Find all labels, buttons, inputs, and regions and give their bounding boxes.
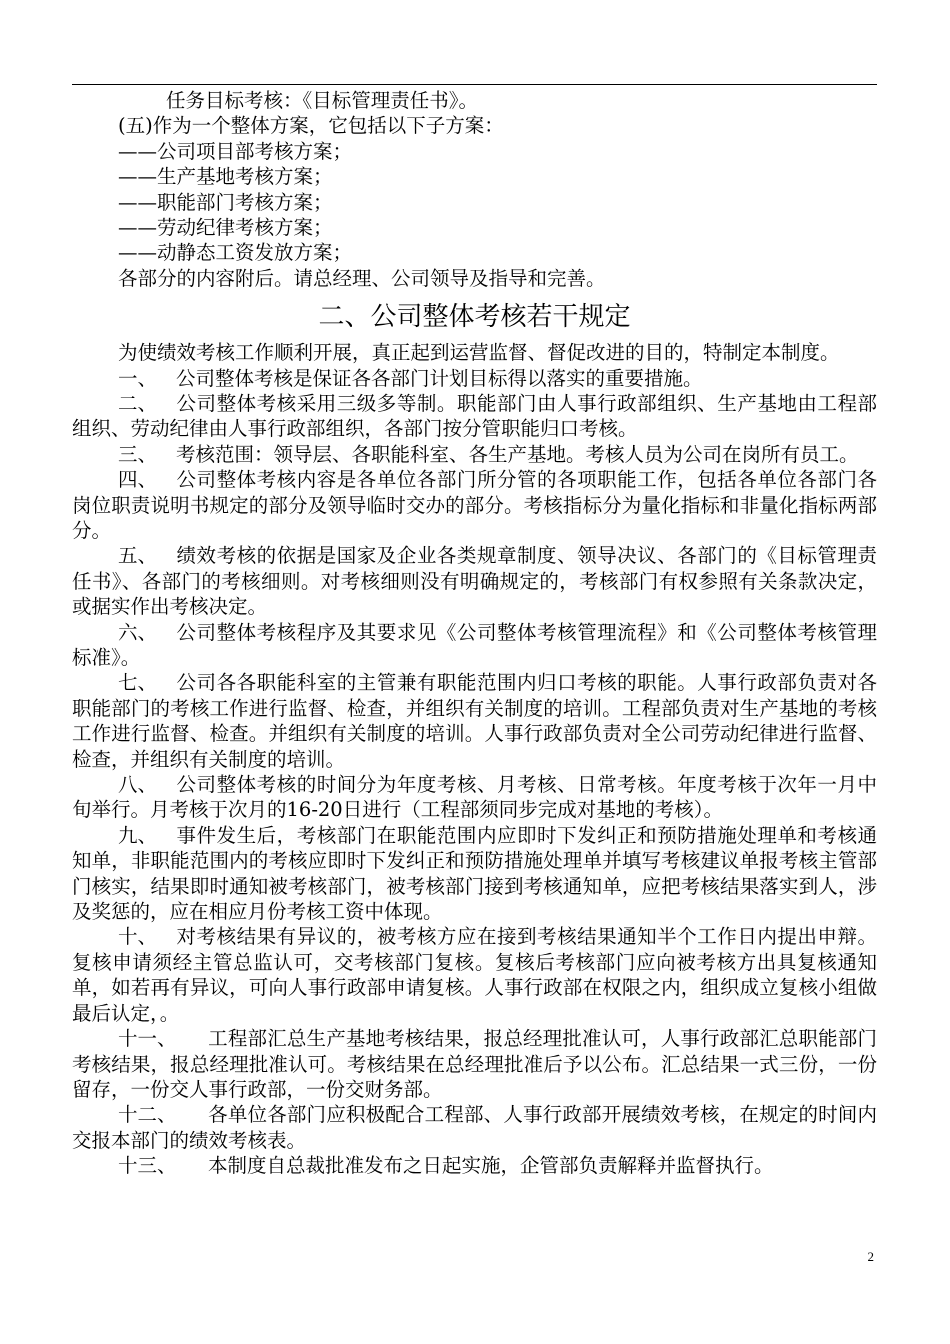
subplan-intro: (五)作为一个整体方案，它包括以下子方案： bbox=[118, 114, 504, 138]
page-number: 2 bbox=[867, 1249, 874, 1264]
rule-text: 公司整体考核程序及其要求见《公司整体考核管理流程》和《公司整体考核管理标准》。 bbox=[72, 620, 877, 669]
rule-number: 八、 bbox=[118, 773, 158, 797]
rule-text: 公司整体考核内容是各单位各部门所分管的各项职能工作，包括各单位各部门各岗位职责说明书规定的部分及领导临时交办的部分。考核指标分为量化指标和非量化指标两部分。 bbox=[72, 468, 877, 542]
rule-number: 七、 bbox=[118, 671, 158, 695]
rule-text: 考核范围：领导层、各职能科室、各生产基地。考核人员为公司在岗所有员工。 bbox=[176, 442, 859, 466]
intro-closing: 各部分的内容附后。请总经理、公司领导及指导和完善。 bbox=[118, 266, 606, 290]
subplan-item: ——职能部门考核方案； bbox=[118, 190, 333, 214]
rule-number: 十一、 bbox=[118, 1027, 177, 1051]
rule-text: 各单位各部门应积极配合工程部、人事行政部开展绩效考核，在规定的时间内交报本部门的绩效考核表。 bbox=[72, 1103, 877, 1152]
document-body bbox=[72, 88, 877, 1179]
subplan-item: ——动静态工资发放方案； bbox=[118, 241, 353, 265]
header-rule bbox=[72, 84, 877, 85]
rule-number: 二、 bbox=[118, 391, 158, 415]
rule-item bbox=[72, 1102, 877, 1153]
rule-text: 公司整体考核采用三级多等制。职能部门由人事行政部组织、生产基地由工程部组织、劳动纪律由人事行政部组织，各部门按分管职能归口考核。 bbox=[72, 391, 877, 441]
task-target-line: 任务目标考核：《目标管理责任书》。 bbox=[166, 89, 479, 112]
rule-text: 绩效考核的依据是国家及企业各类规章制度、领导决议、各部门的《目标管理责任书》、各部门的考核细则。对考核细则没有明确规定的，考核部门有权参照有关条款决定，或据实作出考核决定。 bbox=[72, 544, 877, 619]
subplan-item: ——劳动纪律考核方案； bbox=[118, 215, 333, 239]
rule-text: 公司各各职能科室的主管兼有职能范围内归口考核的职能。人事行政部负责对各职能部门的考核工作进行监督、检查，并组织有关制度的培训。工程部负责对生产基地的考核工作进行监督、检查。并组织有关制度的培训。人事行政部负责对全公司劳动纪律进行监督、检查，并组织有关制度的培训。 bbox=[72, 671, 877, 771]
rule-item bbox=[72, 391, 877, 442]
rule-number: 十二、 bbox=[118, 1103, 177, 1127]
rule-number: 十、 bbox=[118, 925, 158, 949]
rule-item bbox=[72, 1153, 877, 1178]
rule-item bbox=[72, 823, 877, 925]
rule-number: 六、 bbox=[118, 620, 158, 644]
rule-number: 三、 bbox=[118, 442, 158, 466]
rule-number: 九、 bbox=[118, 823, 158, 847]
rule-text: 本制度自总裁批准发布之日起实施，企管部负责解释并监督执行。 bbox=[208, 1154, 774, 1178]
rule-item bbox=[72, 924, 877, 1026]
rule-item bbox=[72, 772, 877, 823]
section-preamble: 为使绩效考核工作顺利开展，真正起到运营监督、督促改进的目的，特制定本制度。 bbox=[118, 341, 840, 365]
rule-item bbox=[72, 366, 877, 391]
rule-text: 工程部汇总生产基地考核结果，报总经理批准认可，人事行政部汇总职能部门考核结果，报总经理批准认可。考核结果在总经理批准后予以公布。汇总结果一式三份，一份留存，一份交人事行政部，一份交财务部。 bbox=[72, 1027, 877, 1101]
rule-item bbox=[72, 670, 877, 772]
rule-text: 公司整体考核是保证各各部门计划目标得以落实的重要措施。 bbox=[176, 366, 703, 390]
rule-item bbox=[72, 543, 877, 619]
rule-number: 一、 bbox=[118, 366, 158, 390]
section-title: 二、公司整体考核若干规定 bbox=[318, 302, 631, 333]
rule-number: 十三、 bbox=[118, 1154, 177, 1178]
rule-item bbox=[72, 467, 877, 543]
rule-number: 五、 bbox=[118, 544, 158, 568]
rule-text: 公司整体考核的时间分为年度考核、月考核、日常考核。年度考核于次年一月中旬举行。月考核于次月的16-20日进行（工程部须同步完成对基地的考核）。 bbox=[72, 773, 877, 822]
rule-number: 四、 bbox=[118, 468, 158, 492]
rule-item bbox=[72, 442, 877, 467]
subplan-item: ——生产基地考核方案； bbox=[118, 165, 333, 189]
subplan-item: ——公司项目部考核方案； bbox=[118, 139, 353, 163]
rule-text: 事件发生后，考核部门在职能范围内应即时下发纠正和预防措施处理单和考核通知单，非职能范围内的考核应即时下发纠正和预防措施处理单并填写考核建议单报考核主管部门核实，结果即时通知被考核部门，被考核部门接到考核通知单，应把考核结果落实到人，涉及奖惩的，应在相应月份考核工资中体现。 bbox=[72, 823, 877, 924]
rule-text: 对考核结果有异议的，被考核方应在接到考核结果通知半个工作日内提出申辩。复核申请须经主管总监认可，交考核部门复核。复核后考核部门应向被考核方出具复核通知单，如若再有异议，可向人事行政部申请复核。人事行政部在权限之内，组织成立复核小组做最后认定，。 bbox=[72, 925, 877, 1025]
rule-item bbox=[72, 1026, 877, 1102]
rule-item bbox=[72, 620, 877, 671]
